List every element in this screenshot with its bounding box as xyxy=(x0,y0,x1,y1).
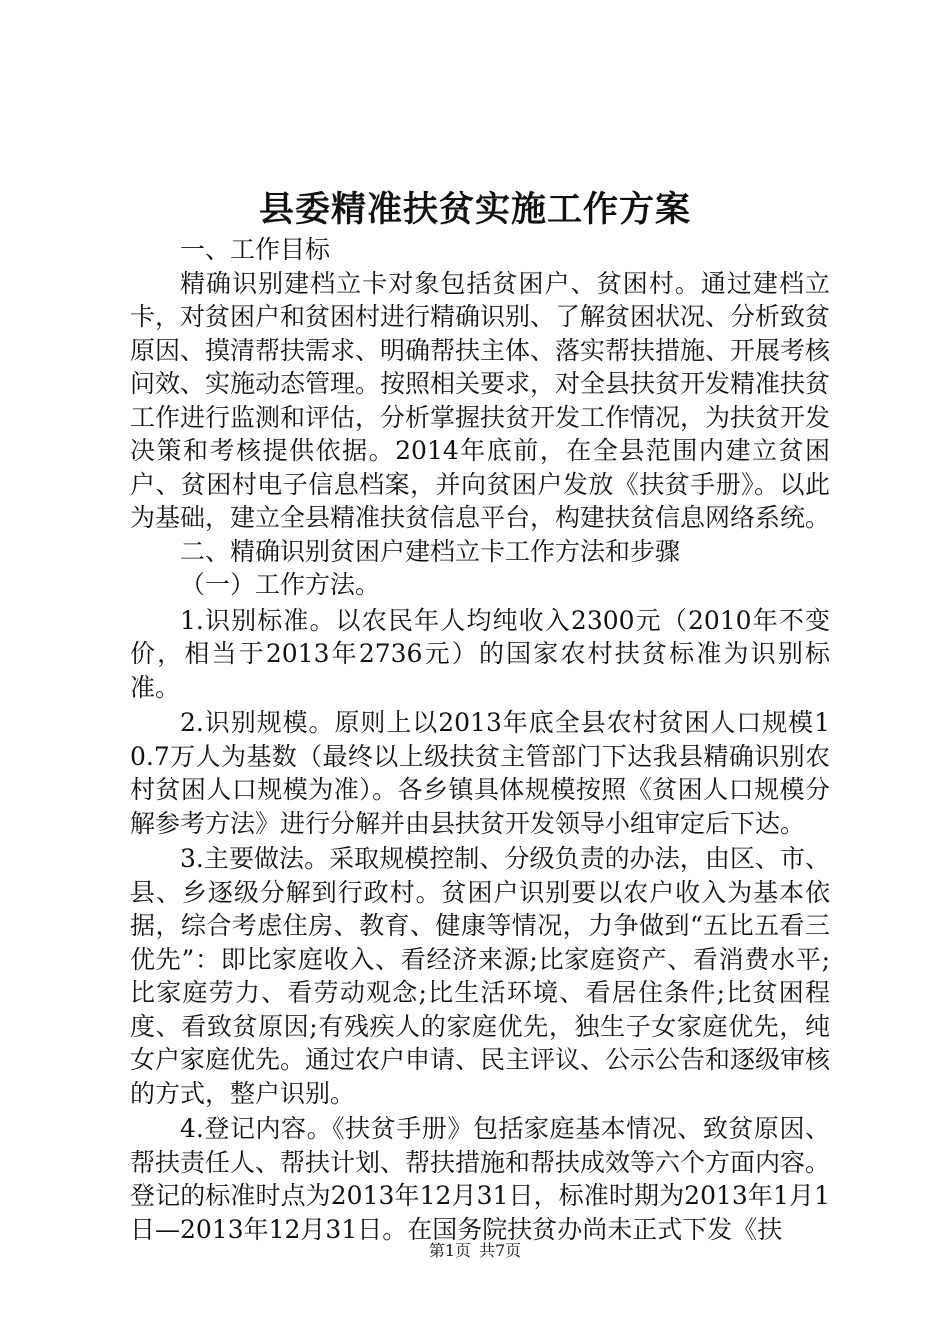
paragraph-identification-scale: 2.识别规模。原则上以2013年底全县农村贫困人口规模10.7万人为基数（最终以上级扶贫主管部门下达我县精确识别农村贫困人口规模为准）。各乡镇具体规模按照《贫困人口规模分解参考方法》进行分解并由县扶贫开发领导小组审定后下达。 xyxy=(130,708,830,838)
paragraph-main-practice: 3.主要做法。采取规模控制、分级负责的办法，由区、市、县、乡逐级分解到行政村。贫困户识别要以农户收入为基本依据，综合考虑住房、教育、健康等情况，力争做到“五比五看三优先”：即比家庭收入、看经济来源;比家庭资产、看消费水平;比家庭劳力、看劳动观念;比生活环境、看居住条件;比贫困程度、看致贫原因;有残疾人的家庭优先，独生子女家庭优先，纯女户家庭优先。通过农户申请、民主评议、公示公告和逐级审核的方式，整户识别。 xyxy=(130,844,831,1108)
document-body xyxy=(130,233,830,1246)
document-title: 县委精准扶贫实施工作方案 xyxy=(258,189,691,230)
page-footer xyxy=(0,1240,950,1262)
page-number-total: 共7页 xyxy=(479,1241,522,1260)
section-heading-method: 二、精确识别贫困户建档立卡工作方法和步骤 xyxy=(180,536,681,566)
subsection-heading-method: （一）工作方法。 xyxy=(180,570,381,599)
page-number-current: 第1页 xyxy=(428,1241,471,1260)
paragraph-work-goal: 精确识别建档立卡对象包括贫困户、贫困村。通过建档立卡，对贫困户和贫困村进行精确识别、了解贫困状况、分析致贫原因、摸清帮扶需求、明确帮扶主体、落实帮扶措施、开展考核问效、实施动态管理。按照相关要求，对全县扶贫开发精准扶贫工作进行监测和评估，分析掌握扶贫开发工作情况，为扶贫开发决策和考核提供依据。2014年底前，在全县范围内建立贫困户、贫困村电子信息档案，并向贫困户发放《扶贫手册》。以此为基础，建立全县精准扶贫信息平台，构建扶贫信息网络系统。 xyxy=(130,268,831,532)
paragraph-registration-content: 4.登记内容。《扶贫手册》包括家庭基本情况、致贫原因、帮扶责任人、帮扶计划、帮扶措施和帮扶成效等六个方面内容。登记的标准时点为2013年12月31日，标准时期为2013年1月1日—2013年12月31日。在国务院扶贫办尚未正式下发《扶 xyxy=(130,1114,831,1244)
section-heading-work-goal: 一、工作目标 xyxy=(180,235,331,264)
paragraph-identification-standard: 1.识别标准。以农民年人均纯收入2300元（2010年不变价，相当于2013年2736元）的国家农村扶贫标准为识别标准。 xyxy=(130,605,830,702)
